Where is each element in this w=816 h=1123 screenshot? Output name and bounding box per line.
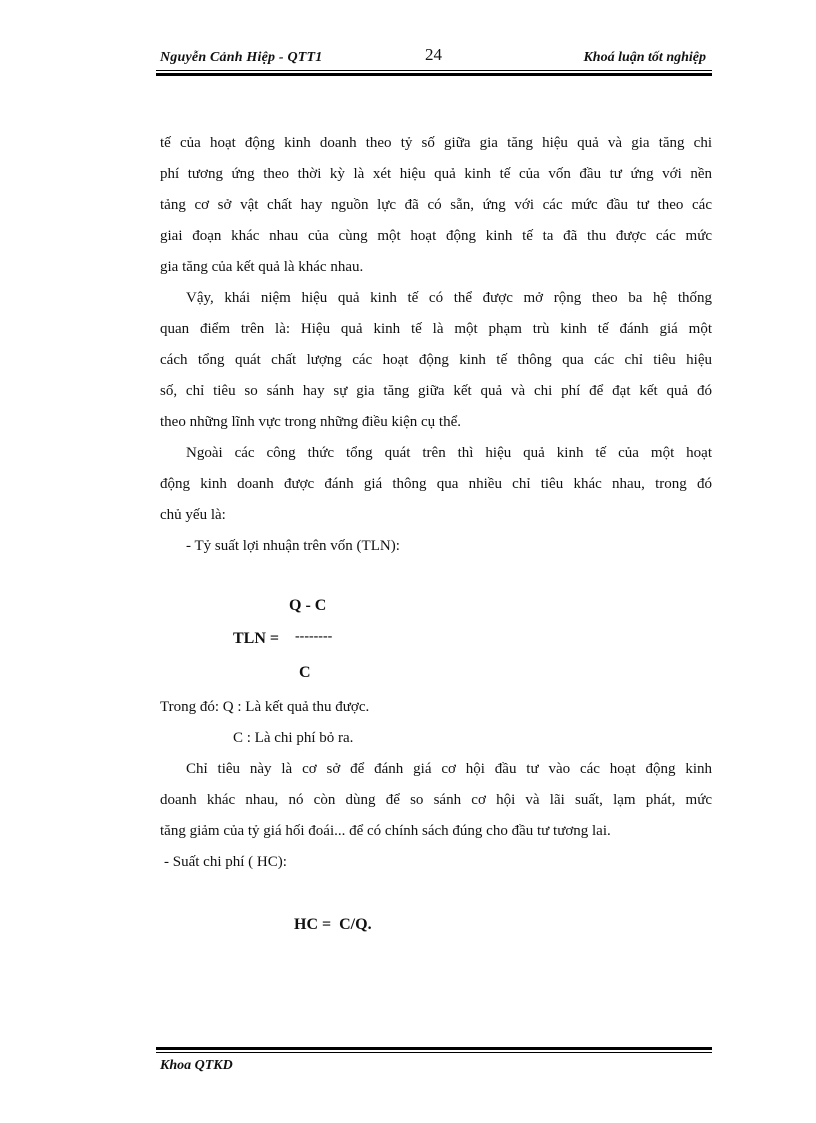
where-c: C : Là chi phí bỏ ra. (233, 730, 354, 746)
paragraph-4 (160, 754, 712, 878)
text-line: tế của hoạt động kinh doanh theo tỷ số giữa gia tăng hiệu quả và gia tăng chi (160, 135, 712, 151)
where-clauses (160, 692, 712, 754)
where-q: Trong đó: Q : Là kết quả thu được. (160, 699, 370, 715)
text-line: động kinh doanh được đánh giá thông qua nhiều chỉ tiêu khác nhau, trong đó (160, 476, 712, 492)
text-line: tảng cơ sở vật chất hay nguồn lực đã có sẵn, ứng với các mức đầu tư theo các (160, 197, 712, 213)
text-line: phí tương ứng theo thời kỳ là xét hiệu quả kinh tế của vốn đầu tư ứng với nền (160, 166, 712, 182)
text-line: Vậy, khái niệm hiệu quả kinh tế có thể được mở rộng theo ba hệ thống (186, 290, 712, 306)
formula-tln-lhs: TLN = (233, 630, 280, 647)
page-number: 24 (425, 45, 442, 64)
paragraph-2 (160, 283, 712, 438)
formula-tln-denominator: C (299, 664, 311, 681)
text-line: quan điểm trên là: Hiệu quả kinh tế là một phạm trù kinh tế đánh giá một (160, 321, 712, 337)
text-line: theo những lĩnh vực trong những điều kiện cụ thể. (160, 414, 462, 430)
text-line: gia tăng của kết quả là khác nhau. (160, 259, 364, 275)
header-rule-thick (156, 73, 712, 76)
paragraph-3 (160, 438, 712, 562)
list-item-hc: - Suất chi phí ( HC): (164, 854, 287, 870)
text-line: giai đoạn khác nhau của cùng một hoạt động kinh tế ta đã thu được các mức (160, 228, 712, 244)
footer-rule-thin (156, 1052, 712, 1053)
footer-department: Khoa QTKD (160, 1058, 233, 1073)
formula-tln-numerator: Q - C (289, 597, 327, 614)
header-title: Khoá luận tốt nghiệp (583, 50, 706, 65)
formula-tln-bar: -------- (295, 629, 333, 644)
text-line: Chỉ tiêu này là cơ sở để đánh giá cơ hội đầu tư vào các hoạt động kinh (186, 761, 712, 777)
text-line: chủ yếu là: (160, 507, 226, 523)
text-line: cách tổng quát chất lượng các hoạt động kinh tế thông qua các chỉ tiêu hiệu (160, 352, 712, 368)
footer-rule-thick (156, 1047, 712, 1050)
list-item-tln: - Tỷ suất lợi nhuận trên vốn (TLN): (186, 538, 400, 554)
text-line: tăng giảm của tỷ giá hối đoái... để có chính sách đúng cho đầu tư tương lai. (160, 823, 611, 839)
header-author: Nguyễn Cảnh Hiệp - QTT1 (160, 50, 323, 65)
paragraph-1 (160, 128, 712, 283)
text-line: số, chỉ tiêu so sánh hay sự gia tăng giữa kết quả và chi phí để đạt kết quả đó (160, 383, 712, 399)
text-line: doanh khác nhau, nó còn dùng để so sánh cơ hội và lãi suất, lạm phát, mức (160, 792, 712, 808)
text-line: Ngoài các công thức tổng quát trên thì hiệu quả kinh tế của một hoạt (186, 445, 712, 461)
formula-hc: HC = C/Q. (294, 916, 372, 933)
header-rule-thin (156, 70, 712, 71)
